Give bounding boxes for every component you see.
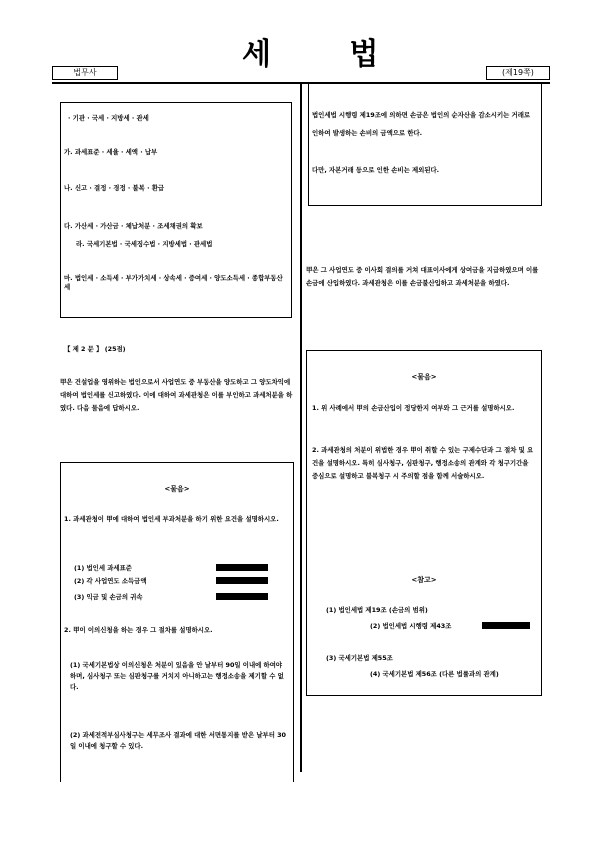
- right-tag: (제19쪽): [486, 66, 550, 80]
- right-box4-ref-1a: (1) 법인세법 제19조 (손금의 범위): [326, 606, 428, 614]
- redaction-bar: [216, 564, 268, 571]
- section-label: 【 제 2 문 】 (25점): [64, 345, 126, 353]
- redaction-bar: [216, 593, 268, 600]
- right-box3-para-a: 법인세법 시행령 제19조에 의하면 손금은 법인의 순자산을 감소시키는 거래로 인하여 발생하는 손비의 금액으로 한다.: [312, 111, 531, 137]
- left-box2-item-2: 2. 甲이 이의신청을 하는 경우 그 절차를 설명하시오.: [64, 626, 213, 634]
- right-box4-ref-2a: (3) 국세기본법 제55조: [326, 654, 393, 662]
- left-box1-item-2: 나. 신고 · 결정 · 경정 · 불복 · 환급: [64, 184, 165, 192]
- page-title: 세 법: [242, 37, 413, 72]
- left-box1-item-5: 마. 법인세 · 소득세 · 부가가치세 · 상속세 · 증여세 · 양도소득세 · 종합부동산세: [64, 274, 283, 291]
- left-box2-item-1: 1. 과세관청이 甲에 대하여 법인세 부과처분을 하기 위한 요건을 설명하시오.: [64, 515, 279, 523]
- right-box-3: [308, 84, 542, 206]
- right-paragraph-2: 甲은 그 사업연도 중 이사회 결의를 거쳐 대표이사에게 상여금을 지급하였으며 이를 손금에 산입하였다. 과세관청은 이를 손금불산입하고 과세처분을 하였다.: [306, 266, 539, 287]
- left-box2-line-1: (2) 각 사업연도 소득금액: [74, 577, 147, 585]
- right-box4-ref-2b: (4) 국세기본법 제56조 (다른 법률과의 관계): [370, 670, 499, 678]
- right-box4-sub-heading: <참고>: [411, 576, 437, 584]
- right-box4-item-2: 2. 과세관청의 처분이 위법한 경우 甲이 취할 수 있는 구제수단과 그 절차 및 요건을 설명하시오. 특히 심사청구, 심판청구, 행정소송의 관계와 각 청구기간을 중심으로 설명하고 불복청구 시 주의할 점을 함께 서술하시오.: [312, 446, 534, 480]
- left-paragraph-1: 甲은 건설업을 영위하는 법인으로서 사업연도 중 부동산을 양도하고 그 양도차익에 대하여 법인세를 신고하였다. 이에 대하여 과세관청은 이를 부인하고 과세처분을 하였다. 다음 물음에 답하시오.: [60, 378, 293, 412]
- left-tag: 법무사: [52, 66, 118, 80]
- left-box2-para-a: (1) 국세기본법상 이의신청은 처분이 있음을 안 날부터 90일 이내에 하여야 하며, 심사청구 또는 심판청구를 거치지 아니하고는 행정소송을 제기할 수 없다.: [70, 661, 284, 691]
- left-box1-item-4: 라. 국세기본법 · 국세징수법 · 지방세법 · 관세법: [76, 240, 213, 248]
- redaction-bar: [216, 577, 268, 584]
- left-box2-line-0: (1) 법인세 과세표준: [74, 564, 132, 572]
- right-box3-para-b: 다만, 자본거래 등으로 인한 손비는 제외된다.: [312, 166, 440, 174]
- right-box4-item-1: 1. 위 사례에서 甲의 손금산입이 정당한지 여부와 그 근거를 설명하시오.: [312, 404, 515, 412]
- left-box1-item-1: 가. 과세표준 · 세율 · 세액 · 납부: [64, 148, 158, 156]
- right-box4-heading: <물음>: [411, 373, 437, 381]
- column-divider: [300, 84, 302, 772]
- right-box4-ref-1b: (2) 법인세법 시행령 제43조: [370, 622, 452, 630]
- redaction-bar: [482, 622, 530, 629]
- left-box1-item-3: 다. 가산세 · 가산금 · 체납처분 · 조세채권의 확보: [64, 222, 203, 230]
- left-box2-heading: <물음>: [164, 485, 190, 493]
- left-box2-line-2: (3) 익금 및 손금의 귀속: [74, 593, 143, 601]
- left-box2-para-b: (2) 과세전적부심사청구는 세무조사 결과에 대한 서면통지를 받은 날부터 30일 이내에 청구할 수 있다.: [70, 731, 287, 750]
- left-box1-item-0: · 기관 · 국세 · 지방세 · 관세: [68, 114, 149, 122]
